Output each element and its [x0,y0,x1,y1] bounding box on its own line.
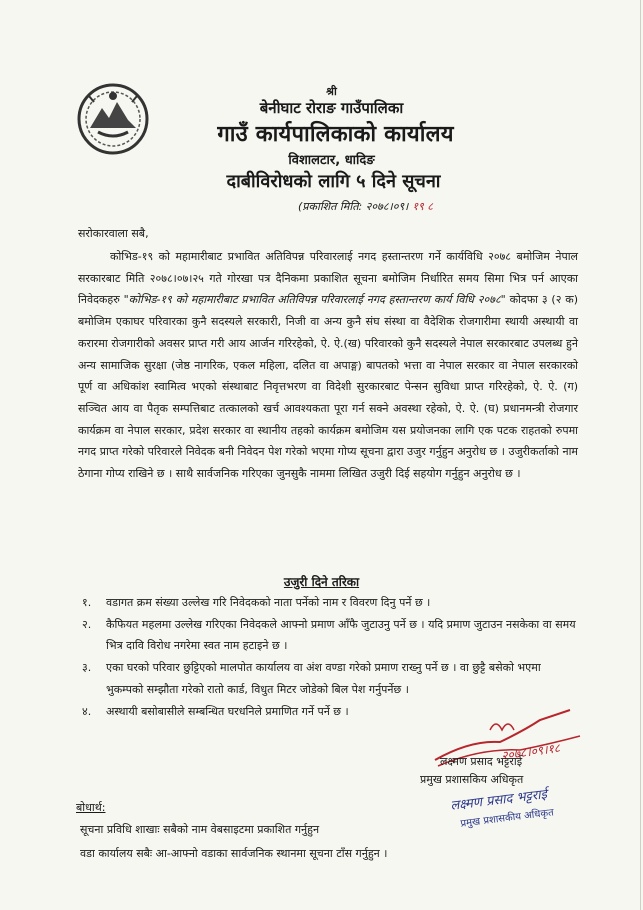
stamp-post: प्रमुख प्रशासकीय अधिकृत [459,807,555,830]
office-address: विशालटार, धादिङ [288,153,375,168]
item-number: २. [82,617,92,631]
published-date [0,199,643,214]
procedure-item [78,657,576,700]
item-number: ३. [82,661,92,675]
salutation: सरोकारवाला सबै, [78,227,149,240]
copy-note-ward: वडा कार्यालय सबैः आ-आफ्नो वडाका सार्वजनिक स्थानमा सूचना टाँस गर्नुहुन । [80,847,388,860]
bodharth-label: बोधार्थ: [76,801,106,814]
shree-label: श्री [326,85,337,98]
item-number: १. [82,596,92,609]
procedure-item [78,592,576,614]
copy-note-it: सूचना प्रविधि शाखाः सबैको नाम वेबसाइटमा प्रकाशित गर्नुहुन [80,823,320,836]
item-text: वडागत क्रम संख्या उल्लेख गरि निवेदकको नाता पर्नेको नाम र विवरण दिनु पर्ने छ । [106,596,431,609]
body-paragraph [78,246,578,485]
signatory-post: प्रमुख प्रशासकिय अधिकृत [420,773,524,786]
body-seg1: कोभिड-१९ को महामारीबाट प्रभावित अतिविपन्न परिवारलाई नगद हस्तान्तरण गर्ने कार्यविधि २०७८ बमोजिम नेपाल सरकारबाट मिति २०७८।०७।२५ गते गोरखा पत्र दैनिकमा प्रकाशित सूचना बमोजिम निर्धारित समय सिमा भित्र पर्न आएका निवेदकहरु [78,250,578,307]
notice-title: दाबीविरोधको लागि ५ दिने सूचना [226,171,441,192]
body-italic-title: "कोभिड-१९ को महामारीबाट प्रभावित अतिविपन्न परिवारलाई नगद हस्तान्तरण कार्य विधि २०७८" [123,293,506,307]
office-title: गाउँ कार्यपालिकाको कार्यालय [217,122,454,147]
stamp-name: लक्ष्मण प्रसाद भट्टराई [449,787,548,814]
procedure-heading: उजुरी दिने तरिका [283,575,360,589]
procedure-item [78,614,576,657]
handwritten-date: २०७८।०९।१८ [500,740,561,763]
municipality-name: बेनीघाट रोराङ गाउँपालिका [259,99,404,117]
item-text: अस्थायी बसोबासीले सम्बन्धित घरधनिले प्रमाणित गर्ने पर्ने छ । [106,704,349,718]
item-text: कैफियत महलमा उल्लेख गरिएका निवेदकले आफ्नो प्रमाण आँफै जुटाउनु पर्ने छ । यदि प्रमाण जुटाउन नसकेका वा समय भित्र दावि विरोध नगरेमा स्वत नाम हटाइने छ । [106,617,576,653]
published-label: (प्रकाशित मिति: २०७८।०९। [297,200,409,213]
item-number: ४. [82,704,92,718]
body-seg2: कोदफा ३ (२ क) बमोजिम एकाघर परिवारका कुनै सदस्यले सरकारी, निजी वा अन्य कुनै संघ संस्था वा वैदेशिक रोजगारीमा स्थायी अस्थायी वा करारमा रोजगारीको अवसर प्राप्त गरी आय आर्जन गरिरहेको, ऐ. ऐ.(ख) परिवारको कुनै सदस्यले नेपाल सरकारबाट उपलब्ध हुने अन्य सामाजिक सुरक्षा (जेष्ठ नागरिक, एकल महिला, दलित वा अपाङ्ग) बापतको भत्ता वा नेपाल सरकार वा नेपाल सरकारको पूर्ण वा अधिकांश स्वामित्व भएको संस्थाबाट निवृत्तभरण वा विदेशी सुरकारबाट पेन्सन सुविधा प्राप्त गरिरहेको, ऐ. ऐ. (ग) सञ्चित आय वा पैतृक सम्पत्तिबाट तत्कालको खर्च आवश्यकता पूरा गर्न सक्ने अवस्था रहेको, ऐ. ऐ. (घ) प्रधानमन्त्री रोजगार कार्यक्रम वा नेपाल सरकार, प्रदेश सरकार वा स्थानीय तहको कार्यक्रम बमोजिम यस प्रयोजनका लागि एक पटक राहतको रुपमा नगद प्राप्त गरेको परिवारले निवेदक बनी निवेदन पेश गरेको भएमा गोप्य सूचना द्वारा उजुर गर्नुहुन अनुरोध छ । उजुरीकर्ताको नाम ठेगाना गोप्य राखिने छ । साथै सार्वजनिक गरिएका जुनसुकै नाममा लिखित उजुरी दिई सहयोग गर्नुहुन अनुरोध छ । [78,293,579,481]
notice-body [78,246,578,485]
signatory-name: लक्ष्मण प्रसाद भट्टराई [440,755,523,768]
item-text: एका घरको परिवार छुट्टिएको मालपोत कार्यालय वा अंश वण्डा गरेको प्रमाण राख्नु पर्ने छ । वा छुट्टै बसेको भएमा भुकम्पको सम्झौता गरेको रातो कार्ड, विधुत मिटर जोडेको बिल पेश गर्नुपर्नेछ । [106,661,541,696]
published-handwritten: १९ ८ [412,200,434,213]
